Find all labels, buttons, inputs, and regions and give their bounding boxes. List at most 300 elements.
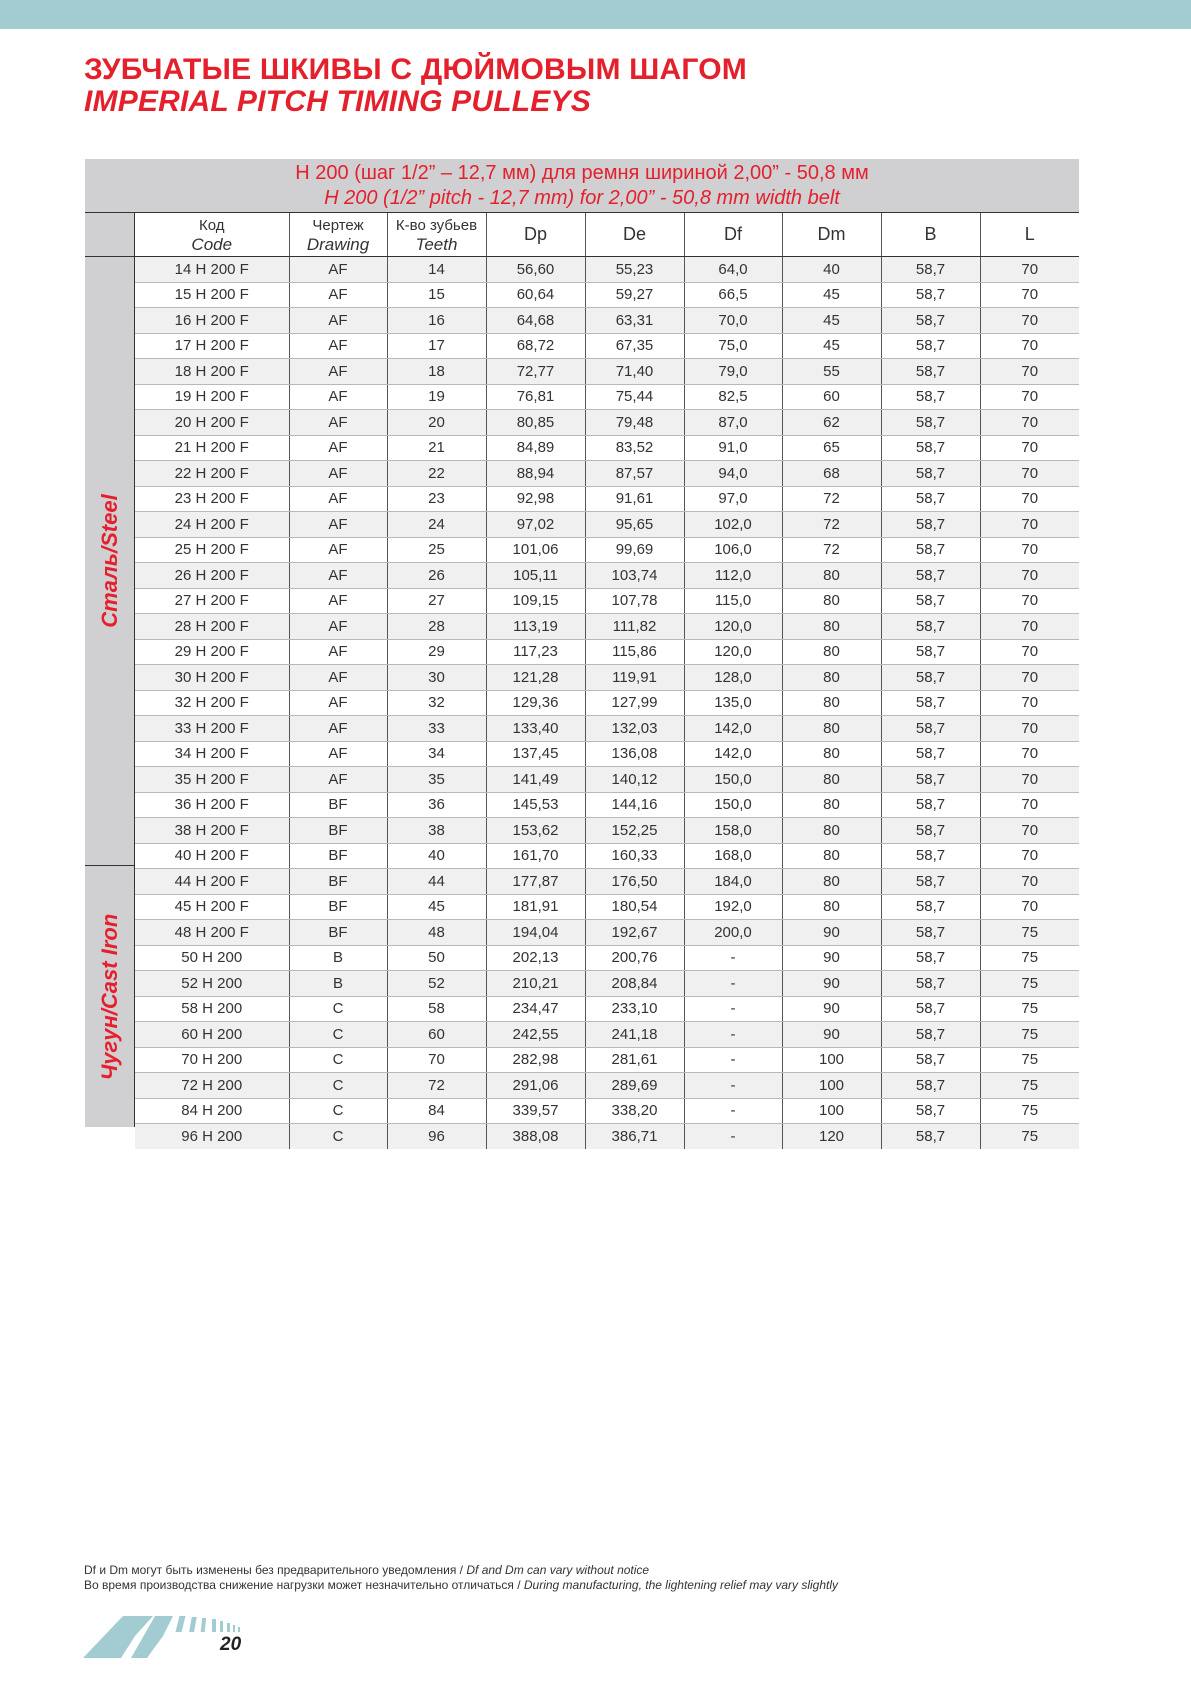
cell-dm: 90 xyxy=(782,996,881,1022)
cell-de: 192,67 xyxy=(585,920,684,946)
cell-df: 94,0 xyxy=(684,461,782,487)
cell-dm: 68 xyxy=(782,461,881,487)
cell-dm: 80 xyxy=(782,843,881,869)
cell-teeth: 58 xyxy=(387,996,486,1022)
cell-l: 70 xyxy=(980,359,1079,385)
table-row xyxy=(135,894,1079,920)
data-grid xyxy=(135,212,1079,1149)
col-header-teeth xyxy=(387,213,486,257)
cell-df: - xyxy=(684,996,782,1022)
page-number: 20 xyxy=(220,1634,242,1655)
cell-code: 26 H 200 F xyxy=(135,563,289,589)
cell-code: 35 H 200 F xyxy=(135,767,289,793)
cell-de: 200,76 xyxy=(585,945,684,971)
cell-l: 75 xyxy=(980,920,1079,946)
cell-l: 70 xyxy=(980,435,1079,461)
cell-code: 96 H 200 xyxy=(135,1124,289,1149)
cell-teeth: 40 xyxy=(387,843,486,869)
cell-dp: 84,89 xyxy=(486,435,585,461)
table-row xyxy=(135,716,1079,742)
cell-drawing: C xyxy=(289,1098,387,1124)
table-row xyxy=(135,257,1079,283)
cell-de: 95,65 xyxy=(585,512,684,538)
table-row xyxy=(135,614,1079,640)
cell-teeth: 28 xyxy=(387,614,486,640)
grid-body xyxy=(135,257,1079,1149)
cell-de: 233,10 xyxy=(585,996,684,1022)
cell-dp: 56,60 xyxy=(486,257,585,283)
cell-de: 91,61 xyxy=(585,486,684,512)
table-row xyxy=(135,282,1079,308)
table-row xyxy=(135,359,1079,385)
cell-df: 142,0 xyxy=(684,716,782,742)
cell-b: 58,7 xyxy=(881,410,980,436)
cell-drawing: AF xyxy=(289,512,387,538)
cell-b: 58,7 xyxy=(881,971,980,997)
cell-teeth: 22 xyxy=(387,461,486,487)
cell-dm: 80 xyxy=(782,614,881,640)
cell-b: 58,7 xyxy=(881,1098,980,1124)
col-header-code xyxy=(135,213,289,257)
cell-de: 115,86 xyxy=(585,639,684,665)
cell-df: 120,0 xyxy=(684,639,782,665)
cell-l: 70 xyxy=(980,869,1079,895)
cell-teeth: 50 xyxy=(387,945,486,971)
cell-drawing: AF xyxy=(289,435,387,461)
cell-dm: 72 xyxy=(782,512,881,538)
cell-code: 25 H 200 F xyxy=(135,537,289,563)
cell-b: 58,7 xyxy=(881,461,980,487)
cell-drawing: B xyxy=(289,971,387,997)
cell-l: 70 xyxy=(980,894,1079,920)
cell-dp: 133,40 xyxy=(486,716,585,742)
cell-df: - xyxy=(684,1124,782,1149)
cell-teeth: 17 xyxy=(387,333,486,359)
cell-code: 58 H 200 xyxy=(135,996,289,1022)
cell-drawing: AF xyxy=(289,486,387,512)
cell-dm: 55 xyxy=(782,359,881,385)
cell-b: 58,7 xyxy=(881,792,980,818)
cell-l: 70 xyxy=(980,308,1079,334)
cell-df: 115,0 xyxy=(684,588,782,614)
cell-code: 33 H 200 F xyxy=(135,716,289,742)
cell-de: 79,48 xyxy=(585,410,684,436)
footnote-1-ru: Df и Dm могут быть изменены без предварительного уведомления / xyxy=(84,1563,467,1577)
cell-b: 58,7 xyxy=(881,1047,980,1073)
cell-df: 135,0 xyxy=(684,690,782,716)
cell-de: 140,12 xyxy=(585,767,684,793)
cell-dm: 100 xyxy=(782,1073,881,1099)
cell-teeth: 38 xyxy=(387,818,486,844)
cell-drawing: AF xyxy=(289,563,387,589)
cell-df: 79,0 xyxy=(684,359,782,385)
cell-drawing: C xyxy=(289,1124,387,1149)
col-header-b: B xyxy=(881,213,980,257)
cell-b: 58,7 xyxy=(881,435,980,461)
cell-code: 38 H 200 F xyxy=(135,818,289,844)
cell-dm: 100 xyxy=(782,1098,881,1124)
cell-dp: 64,68 xyxy=(486,308,585,334)
cell-b: 58,7 xyxy=(881,767,980,793)
col-header-drawing xyxy=(289,213,387,257)
cell-df: 87,0 xyxy=(684,410,782,436)
cell-teeth: 36 xyxy=(387,792,486,818)
cell-teeth: 18 xyxy=(387,359,486,385)
cell-code: 30 H 200 F xyxy=(135,665,289,691)
cell-drawing: BF xyxy=(289,792,387,818)
cell-df: - xyxy=(684,1022,782,1048)
cell-b: 58,7 xyxy=(881,1022,980,1048)
col-header-code-en: Code xyxy=(191,234,233,254)
cell-df: - xyxy=(684,1098,782,1124)
cell-dp: 76,81 xyxy=(486,384,585,410)
cell-l: 75 xyxy=(980,1073,1079,1099)
cell-code: 84 H 200 xyxy=(135,1098,289,1124)
col-header-teeth-ru: К-во зубьев xyxy=(395,216,478,234)
cell-dm: 80 xyxy=(782,741,881,767)
table-row xyxy=(135,461,1079,487)
cell-drawing: AF xyxy=(289,461,387,487)
cell-code: 28 H 200 F xyxy=(135,614,289,640)
cell-dm: 60 xyxy=(782,384,881,410)
cell-drawing: AF xyxy=(289,767,387,793)
cell-teeth: 96 xyxy=(387,1124,486,1149)
table-row xyxy=(135,512,1079,538)
cell-teeth: 60 xyxy=(387,1022,486,1048)
col-header-drawing-ru: Чертеж xyxy=(312,216,364,234)
cell-de: 55,23 xyxy=(585,257,684,283)
table-row xyxy=(135,1047,1079,1073)
cell-l: 75 xyxy=(980,945,1079,971)
cell-drawing: AF xyxy=(289,384,387,410)
cell-dp: 161,70 xyxy=(486,843,585,869)
cell-dm: 40 xyxy=(782,257,881,283)
cell-de: 111,82 xyxy=(585,614,684,640)
cell-code: 23 H 200 F xyxy=(135,486,289,512)
cell-teeth: 29 xyxy=(387,639,486,665)
cell-b: 58,7 xyxy=(881,716,980,742)
cell-df: - xyxy=(684,945,782,971)
cell-de: 144,16 xyxy=(585,792,684,818)
cell-drawing: BF xyxy=(289,894,387,920)
cell-dm: 80 xyxy=(782,563,881,589)
cell-dp: 145,53 xyxy=(486,792,585,818)
cell-b: 58,7 xyxy=(881,869,980,895)
cell-code: 45 H 200 F xyxy=(135,894,289,920)
table-row xyxy=(135,588,1079,614)
cell-dp: 129,36 xyxy=(486,690,585,716)
cell-b: 58,7 xyxy=(881,690,980,716)
cell-drawing: AF xyxy=(289,639,387,665)
cell-dm: 90 xyxy=(782,1022,881,1048)
cell-code: 34 H 200 F xyxy=(135,741,289,767)
cell-teeth: 48 xyxy=(387,920,486,946)
cell-b: 58,7 xyxy=(881,563,980,589)
footnotes xyxy=(84,1563,838,1593)
col-header-code-ru: Код xyxy=(198,216,225,234)
cell-df: 158,0 xyxy=(684,818,782,844)
cell-dm: 80 xyxy=(782,639,881,665)
cell-code: 20 H 200 F xyxy=(135,410,289,436)
section-label-steel xyxy=(85,257,135,866)
cell-b: 58,7 xyxy=(881,486,980,512)
cell-de: 180,54 xyxy=(585,894,684,920)
cell-de: 176,50 xyxy=(585,869,684,895)
cell-df: 142,0 xyxy=(684,741,782,767)
cell-dp: 137,45 xyxy=(486,741,585,767)
cell-dm: 120 xyxy=(782,1124,881,1149)
cell-dm: 80 xyxy=(782,588,881,614)
table-row xyxy=(135,410,1079,436)
cell-drawing: BF xyxy=(289,818,387,844)
cell-b: 58,7 xyxy=(881,282,980,308)
cell-de: 75,44 xyxy=(585,384,684,410)
cell-df: - xyxy=(684,971,782,997)
cell-dm: 90 xyxy=(782,945,881,971)
cell-de: 241,18 xyxy=(585,1022,684,1048)
cell-teeth: 26 xyxy=(387,563,486,589)
cell-drawing: AF xyxy=(289,716,387,742)
cell-l: 70 xyxy=(980,563,1079,589)
cell-code: 36 H 200 F xyxy=(135,792,289,818)
table-row xyxy=(135,996,1079,1022)
cell-drawing: AF xyxy=(289,410,387,436)
cell-dm: 90 xyxy=(782,971,881,997)
cell-drawing: AF xyxy=(289,308,387,334)
cell-b: 58,7 xyxy=(881,945,980,971)
cell-teeth: 14 xyxy=(387,257,486,283)
cell-l: 75 xyxy=(980,1124,1079,1149)
cell-de: 208,84 xyxy=(585,971,684,997)
cell-l: 70 xyxy=(980,690,1079,716)
cell-l: 70 xyxy=(980,333,1079,359)
table-row xyxy=(135,690,1079,716)
cell-code: 60 H 200 xyxy=(135,1022,289,1048)
col-header-dm: Dm xyxy=(782,213,881,257)
table-row xyxy=(135,665,1079,691)
cell-df: 82,5 xyxy=(684,384,782,410)
cell-de: 127,99 xyxy=(585,690,684,716)
cell-df: 168,0 xyxy=(684,843,782,869)
cell-b: 58,7 xyxy=(881,843,980,869)
cell-dp: 88,94 xyxy=(486,461,585,487)
cell-code: 24 H 200 F xyxy=(135,512,289,538)
cell-l: 75 xyxy=(980,1022,1079,1048)
pulley-specs-table xyxy=(85,159,1079,1149)
footnote-1-en: Df and Dm can vary without notice xyxy=(466,1563,650,1577)
cell-drawing: BF xyxy=(289,920,387,946)
cell-l: 70 xyxy=(980,588,1079,614)
cell-drawing: AF xyxy=(289,359,387,385)
cell-de: 67,35 xyxy=(585,333,684,359)
cell-l: 70 xyxy=(980,792,1079,818)
table-row xyxy=(135,869,1079,895)
cell-dp: 210,21 xyxy=(486,971,585,997)
cell-code: 72 H 200 xyxy=(135,1073,289,1099)
cell-l: 75 xyxy=(980,1098,1079,1124)
cell-drawing: AF xyxy=(289,741,387,767)
header-side-spacer xyxy=(85,212,135,257)
cell-teeth: 15 xyxy=(387,282,486,308)
cell-dp: 101,06 xyxy=(486,537,585,563)
table-body-area xyxy=(85,212,1079,1149)
cell-df: 64,0 xyxy=(684,257,782,283)
cell-b: 58,7 xyxy=(881,818,980,844)
section-label-cast-iron xyxy=(85,866,135,1127)
cell-l: 70 xyxy=(980,843,1079,869)
table-row xyxy=(135,537,1079,563)
cell-df: 70,0 xyxy=(684,308,782,334)
cell-dp: 339,57 xyxy=(486,1098,585,1124)
table-row xyxy=(135,792,1079,818)
cell-drawing: BF xyxy=(289,869,387,895)
cell-l: 70 xyxy=(980,257,1079,283)
cell-dp: 97,02 xyxy=(486,512,585,538)
cell-l: 70 xyxy=(980,665,1079,691)
cell-b: 58,7 xyxy=(881,639,980,665)
cell-dp: 92,98 xyxy=(486,486,585,512)
cell-drawing: AF xyxy=(289,257,387,283)
cell-drawing: AF xyxy=(289,588,387,614)
table-row xyxy=(135,818,1079,844)
cell-de: 160,33 xyxy=(585,843,684,869)
cell-teeth: 21 xyxy=(387,435,486,461)
cell-drawing: C xyxy=(289,1073,387,1099)
cell-b: 58,7 xyxy=(881,1073,980,1099)
cell-de: 136,08 xyxy=(585,741,684,767)
cell-l: 70 xyxy=(980,639,1079,665)
col-header-df: Df xyxy=(684,213,782,257)
cell-dp: 109,15 xyxy=(486,588,585,614)
cell-dp: 242,55 xyxy=(486,1022,585,1048)
cell-code: 52 H 200 xyxy=(135,971,289,997)
cell-teeth: 25 xyxy=(387,537,486,563)
cell-b: 58,7 xyxy=(881,894,980,920)
cell-code: 16 H 200 F xyxy=(135,308,289,334)
cell-code: 22 H 200 F xyxy=(135,461,289,487)
cell-dp: 60,64 xyxy=(486,282,585,308)
cell-b: 58,7 xyxy=(881,537,980,563)
cell-dp: 282,98 xyxy=(486,1047,585,1073)
cell-l: 70 xyxy=(980,716,1079,742)
cell-df: 91,0 xyxy=(684,435,782,461)
cell-de: 386,71 xyxy=(585,1124,684,1149)
cell-code: 44 H 200 F xyxy=(135,869,289,895)
cell-dm: 72 xyxy=(782,537,881,563)
cell-code: 27 H 200 F xyxy=(135,588,289,614)
cell-drawing: AF xyxy=(289,282,387,308)
cell-dm: 80 xyxy=(782,716,881,742)
cell-de: 59,27 xyxy=(585,282,684,308)
cell-teeth: 84 xyxy=(387,1098,486,1124)
cell-teeth: 27 xyxy=(387,588,486,614)
cell-df: - xyxy=(684,1047,782,1073)
cell-code: 48 H 200 F xyxy=(135,920,289,946)
cell-drawing: AF xyxy=(289,665,387,691)
cell-de: 281,61 xyxy=(585,1047,684,1073)
cell-dm: 100 xyxy=(782,1047,881,1073)
cell-df: 66,5 xyxy=(684,282,782,308)
cell-b: 58,7 xyxy=(881,588,980,614)
cell-l: 70 xyxy=(980,537,1079,563)
cell-dm: 65 xyxy=(782,435,881,461)
cell-b: 58,7 xyxy=(881,333,980,359)
cell-dm: 80 xyxy=(782,894,881,920)
cell-df: 97,0 xyxy=(684,486,782,512)
table-row xyxy=(135,639,1079,665)
cell-df: 150,0 xyxy=(684,792,782,818)
cell-l: 70 xyxy=(980,384,1079,410)
cell-df: 192,0 xyxy=(684,894,782,920)
table-row xyxy=(135,1022,1079,1048)
table-row xyxy=(135,333,1079,359)
cell-de: 107,78 xyxy=(585,588,684,614)
cell-teeth: 19 xyxy=(387,384,486,410)
table-caption-russian: H 200 (шаг 1/2” – 12,7 мм) для ремня шириной 2,00” - 50,8 мм xyxy=(295,162,869,184)
cell-dp: 68,72 xyxy=(486,333,585,359)
cell-df: 112,0 xyxy=(684,563,782,589)
cell-code: 29 H 200 F xyxy=(135,639,289,665)
section-label-steel-text: Сталь/Steel xyxy=(96,494,122,628)
cell-b: 58,7 xyxy=(881,384,980,410)
cell-drawing: C xyxy=(289,1022,387,1048)
cell-dp: 72,77 xyxy=(486,359,585,385)
cell-dp: 234,47 xyxy=(486,996,585,1022)
cell-df: 75,0 xyxy=(684,333,782,359)
cell-dm: 80 xyxy=(782,869,881,895)
table-row xyxy=(135,945,1079,971)
cell-teeth: 35 xyxy=(387,767,486,793)
cell-l: 75 xyxy=(980,996,1079,1022)
cell-dm: 45 xyxy=(782,333,881,359)
table-row xyxy=(135,920,1079,946)
cell-b: 58,7 xyxy=(881,1124,980,1149)
table-row xyxy=(135,767,1079,793)
cell-df: 200,0 xyxy=(684,920,782,946)
table-row xyxy=(135,843,1079,869)
cell-code: 50 H 200 xyxy=(135,945,289,971)
cell-code: 21 H 200 F xyxy=(135,435,289,461)
col-header-dp: Dp xyxy=(486,213,585,257)
cell-dm: 80 xyxy=(782,690,881,716)
cell-teeth: 24 xyxy=(387,512,486,538)
table-row xyxy=(135,971,1079,997)
cell-dp: 153,62 xyxy=(486,818,585,844)
cell-b: 58,7 xyxy=(881,614,980,640)
footnote-2 xyxy=(84,1578,838,1593)
cell-drawing: AF xyxy=(289,690,387,716)
col-header-de: De xyxy=(585,213,684,257)
cell-code: 14 H 200 F xyxy=(135,257,289,283)
cell-drawing: AF xyxy=(289,537,387,563)
page-title-russian: ЗУБЧАТЫЕ ШКИВЫ С ДЮЙМОВЫМ ШАГОМ xyxy=(84,53,747,86)
table-row xyxy=(135,1073,1079,1099)
cell-l: 70 xyxy=(980,741,1079,767)
footnote-2-en: During manufacturing, the lightening relief may vary slightly xyxy=(523,1578,839,1592)
col-header-drawing-en: Drawing xyxy=(306,234,370,254)
cell-b: 58,7 xyxy=(881,257,980,283)
col-header-teeth-en: Teeth xyxy=(415,234,458,254)
cell-teeth: 44 xyxy=(387,869,486,895)
table-caption xyxy=(85,159,1079,212)
cell-de: 103,74 xyxy=(585,563,684,589)
cell-dm: 62 xyxy=(782,410,881,436)
cell-de: 152,25 xyxy=(585,818,684,844)
cell-teeth: 20 xyxy=(387,410,486,436)
section-label-cast-iron-text: Чугун/Cast Iron xyxy=(96,913,122,1080)
header-row xyxy=(135,213,1079,257)
table-row xyxy=(135,563,1079,589)
